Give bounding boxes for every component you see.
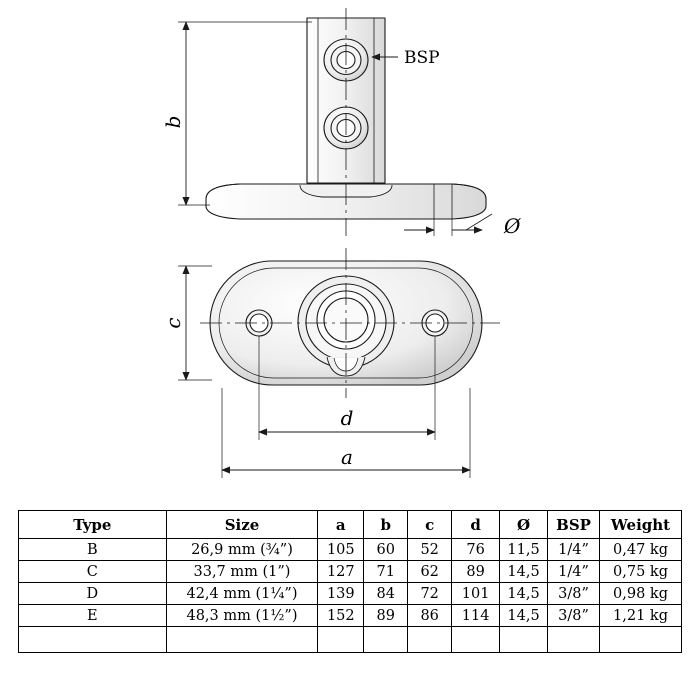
table-row	[19, 539, 682, 561]
cell-size: 48,3 mm (1½”)	[166, 605, 318, 627]
cell-bsp: 3/8”	[548, 583, 600, 605]
cell-empty	[408, 627, 452, 653]
cell-size: 26,9 mm (¾”)	[166, 539, 318, 561]
cell-size: 33,7 mm (1”)	[166, 561, 318, 583]
header-a: a	[318, 511, 364, 539]
cell-b: 60	[364, 539, 408, 561]
cell-type: D	[19, 583, 167, 605]
cell-c: 52	[408, 539, 452, 561]
table-row-empty	[19, 627, 682, 653]
dimension-b	[178, 22, 312, 205]
table-row	[19, 605, 682, 627]
specification-table	[18, 510, 682, 653]
cell-empty	[548, 627, 600, 653]
cell-size: 42,4 mm (1¼”)	[166, 583, 318, 605]
header-type: Type	[19, 511, 167, 539]
table-header-row	[19, 511, 682, 539]
cell-empty	[318, 627, 364, 653]
cell-a: 139	[318, 583, 364, 605]
cell-d: 76	[452, 539, 500, 561]
cell-weight: 0,98 kg	[600, 583, 682, 605]
diameter-label: Ø	[504, 214, 521, 238]
table-row	[19, 561, 682, 583]
header-bsp: BSP	[548, 511, 600, 539]
cell-empty	[452, 627, 500, 653]
cell-diameter: 11,5	[500, 539, 548, 561]
cell-b: 71	[364, 561, 408, 583]
cell-type: E	[19, 605, 167, 627]
cell-weight: 1,21 kg	[600, 605, 682, 627]
cell-diameter: 14,5	[500, 605, 548, 627]
dimension-label-c: c	[161, 317, 185, 329]
cell-diameter: 14,5	[500, 561, 548, 583]
cell-bsp: 1/4”	[548, 539, 600, 561]
header-weight: Weight	[600, 511, 682, 539]
header-size: Size	[166, 511, 318, 539]
cell-a: 105	[318, 539, 364, 561]
cell-b: 89	[364, 605, 408, 627]
cell-empty	[600, 627, 682, 653]
cell-empty	[364, 627, 408, 653]
cell-weight: 0,47 kg	[600, 539, 682, 561]
cell-weight: 0,75 kg	[600, 561, 682, 583]
header-d: d	[452, 511, 500, 539]
cell-d: 101	[452, 583, 500, 605]
cell-d: 89	[452, 561, 500, 583]
cell-c: 86	[408, 605, 452, 627]
cell-bsp: 3/8”	[548, 605, 600, 627]
cell-b: 84	[364, 583, 408, 605]
header-c: c	[408, 511, 452, 539]
bsp-label: BSP	[404, 48, 440, 68]
header-b: b	[364, 511, 408, 539]
cell-empty	[166, 627, 318, 653]
dimension-label-a: a	[341, 445, 353, 469]
dimension-label-b: b	[161, 115, 185, 129]
cell-d: 114	[452, 605, 500, 627]
cell-diameter: 14,5	[500, 583, 548, 605]
cell-a: 152	[318, 605, 364, 627]
cell-a: 127	[318, 561, 364, 583]
header-diameter: Ø	[500, 511, 548, 539]
cell-c: 62	[408, 561, 452, 583]
cell-empty	[19, 627, 167, 653]
dimension-label-d: d	[340, 406, 354, 430]
cell-type: C	[19, 561, 167, 583]
cell-bsp: 1/4”	[548, 561, 600, 583]
cell-c: 72	[408, 583, 452, 605]
cell-empty	[500, 627, 548, 653]
table-row	[19, 583, 682, 605]
cell-type: B	[19, 539, 167, 561]
